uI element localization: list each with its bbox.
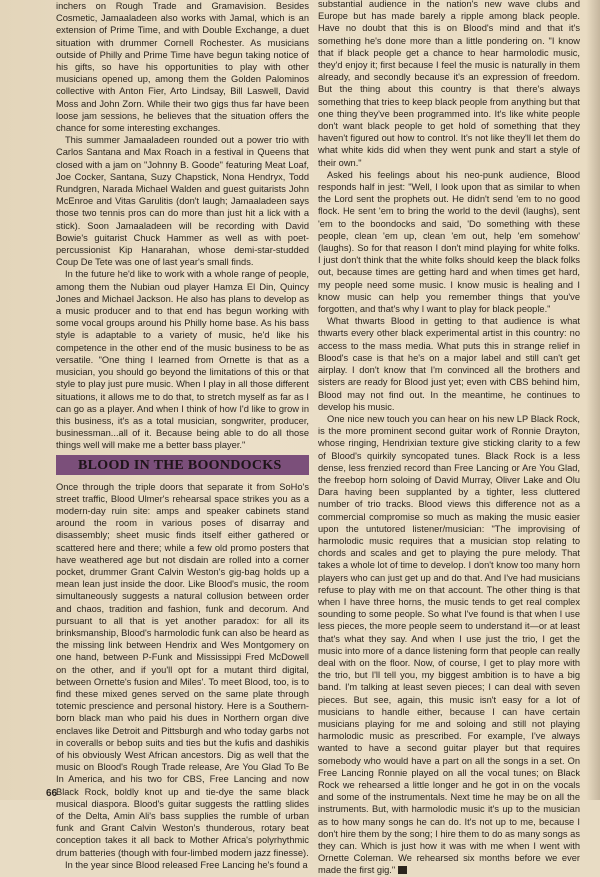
paragraph: In the year since Blood released Free Lancing he's found a xyxy=(65,859,308,870)
page-number: 66 xyxy=(46,788,58,799)
right-column xyxy=(318,0,580,877)
paragraph-final xyxy=(318,413,580,877)
paragraph: This summer Jamaaladeen rounded out a power trio with Carlos Santana and Max Roach in a festival in Queens that closed with a jam on "Johnny B. Goode" featuring Meat Loaf, Joe Cocker, Santana, Suzy Chapstick, Nona Hendryx, Todd Rundgren, Narada Michael Walden and guest guitarists John McEnroe and Vitas Garulitis (don't laugh; Jamaaladeen says those two tennis pros can do more than just hit a lick with a stick). Soon Jamaaladeen will be recording with David Bowie's guitarist Chuck Hammer as well as with poet-percussionist Kip Hanarahan, whose demi-star-studded Coup De Tete was one of last year's small finds. xyxy=(56,135,309,268)
paragraph-text: One nice new touch you can hear on his new LP Black Rock, is the more prominent second guitar work of Ronnie Drayton, whose ringing, Hendrixian texture give sticking clarity to a few of Blood's quirkily syncopated tunes. Black Rock is a less dense, less frenzied record than Free Lancing or Are You Glad, the freebop horn soloing of David Murray, Oliver Lake and Olu Dara having been supplanted by a tighter, less cluttered number of trio tracks. Blood views this difference not as a commercial compromise so much as making the music easier upon the untutored listener/musician: "The improvising of harmolodic music requires that a musician stop relating to chords and scales and get to playing the pure melody. That takes a whole lot of time to develop. I don't know too many horn players who can just get up and do that. And I've had musicians refuse to play with me on that account. The other thing is that when I have three horns, the music tends to get real complex sounding to some people. So what I've found is that when I use less pieces, the more people seem to understand it—or at least that's what they say. And when I use just the trio, I get the music into more of a dance listening form that people can really deal with on the floor. Now, of course, I get to play more with the trio, but I'll tell you, my biggest ambition is to have a big band. I'm talking at least seven pieces; I can deal with seven pieces. But see, again, this music isn't easy for a lot of musicians to handle either, because I can have certain musicians playing for me and soloing and still not playing harmolodic music as prescribed. For example, I've always wanted to have a second guitar player but that requires somebody who would have a part on all the songs in a set. On Free Lancing Ronnie played on all the vocal tunes; on Black Rock we rehearsed a little longer and he got in on the vocals and some of the instrumentals. Next time he may be on all the instruments. But, with harmolodic music it's up to the musician as to how many songs he can do. It's not up to me, because I don't hire them by the song; I hire them to do as many songs as they can. Which is just how it was with me when I went with Ornette Coleman. We rehearsed six months before we ever made the first gig." xyxy=(318,413,580,876)
paragraph: substantial audience in the nation's new wave clubs and Europe but has made barely a ripple among black people. Have no doubt that this is on Blood's mind and that it's something he's done more than a little pondering on. "I know that if black people get a chance to hear harmolodic music, they'd enjoy it; first because I feel the music is naturally in them already, and secondly because it's an expression of freedom. But the thing about this country is that there's always something that tries to keep black people from anything but that one thing they've been programmed into. It's like white people don't want black people to get hold of something that they haven't figured out how to control. It's not like they'll let them do what white kids did when they went punk and start a style of their own." xyxy=(318,0,580,168)
page-edge-shadow xyxy=(586,0,600,800)
section-heading: BLOOD IN THE BOONDOCKS xyxy=(56,455,309,475)
left-column xyxy=(56,0,309,871)
paragraph: What thwarts Blood in getting to that audience is what thwarts every other black experimental artist in this country: no access to the mass media. What puts this in strange relief in Blood's case is that he's on a major label and still can't get airplay. I don't know that I'm convinced all the brothers and sisters are ready for Blood just yet; even with CBS behind him, Blood may not find out. In the meantime, he continues to develop his music. xyxy=(318,316,580,412)
paragraph: inchers on Rough Trade and Gramavision. Besides Cosmetic, Jamaaladeen also works with Jamal, which is an extension of Prime Time, and with Double Exchange, a duet situation with drummer Cornell Rochester. As musicians outside of Philly and Prime Time have begun taking notice of his gifts, so have his opportunities to play with other musicians opened up, among them the Golden Palominos collective with Anton Fier, Arto Lindsay, Bill Laswell, David Moss and John Zorn. While their two gigs thus far have been loose jam sessions, he believes that the situation offers the chance for some interesting exchanges. xyxy=(56,1,309,134)
end-of-article-mark-icon xyxy=(398,866,407,874)
paragraph: In the future he'd like to work with a whole range of people, among them the Nubian oud player Hamza El Din, Quincy Jones and Michael Jackson. He also has plans to develop as a music producer and to that end has begun working with some vocal groups around his Philly home base. As his bass style is adaptable to a variety of music, he'd like his competence in the other end of the music business to be as versatile. "One thing I learned from Ornette is that as a musician, you should go beyond the limitations of this or that style to play just pure music. When I play in all those different situations, it allows me to do that, to stretch myself as far as I can go as a player. And when I think of how I'd like to grow in this business, it's as a total musician, songwriter, producer, businessman...all of it. Because being able to do all those things well will make me a better bass player." xyxy=(56,269,309,451)
paragraph: Asked his feelings about his neo-punk audience, Blood responds half in jest: "Well, I look upon that as similar to when the Lord sent the prophets out. He didn't send 'em to no good flock. He sent 'em to bring the world to the devil (laughs), sent 'em to the boondocks and said, 'Do something with these people, clean 'em up, clean 'em out, help 'em somehow' (laughs). So for that reason I don't mind playing for white folks. I just don't think that the white folks should keep the black folks out, because times are getting hard and when times get hard, my people need some music. I know music is healing and I know music can help you remember things that you've forgotten, and that's why I want to play for black people." xyxy=(318,169,580,315)
paragraph: Once through the triple doors that separate it from SoHo's street traffic, Blood Ulmer's rehearsal space strikes you as a modern-day ruin site: amps and speaker cabinets stand around the room in various poses of disarray and disassembly; sheet music finds itself either gathered or scattered here and there; while a few old promo posters that have weathered age but not disdain are rolled into a corner pocket, drummer Grant Calvin Weston's gig-bag holds up a mean lean just inside the door. Like Blood's music, the room simultaneously suggests a natural collusion between order and chaos, tradition and fashion, funk and decorum. And pursuant to all that is yet another paradox: for all its brinksmanship, Blood's harmolodic funk can also be heard as the missing link between Hendrix and Wes Montgomery on one hand, between P-Funk and Mississippi Fred McDowell on the other, and if you'll opt for a mutant third digital, between Ornette's fusion and Miles'. To meet Blood, too, is to find these mixed genes served on the same plate through totemic prescience and personal history. Here is a Southern-born black man who paid his dues in Northern organ dive enclaves like Detroit and Pittsburgh and who today garbs not in coveralls or bebop suits and ties but the kufis and dashikis of his obviously West African ancestors. Dig as well that the music on Blood's Rough Trade release, Are You Glad To Be In America, and his two for CBS, Free Lancing and now Black Rock, boldly knot up and tie-dye the same black musical diaspora. Blood's guitar suggests the rattling slides of the Delta, Amin Ali's bass supplies the rumble of urban funk and Grant Calvin Weston's thunderous, rotary beat conception takes it all back to Mother Africa's polyrhythmic drum batteries (though with four-limbed modern jazz finesse). xyxy=(56,481,309,858)
